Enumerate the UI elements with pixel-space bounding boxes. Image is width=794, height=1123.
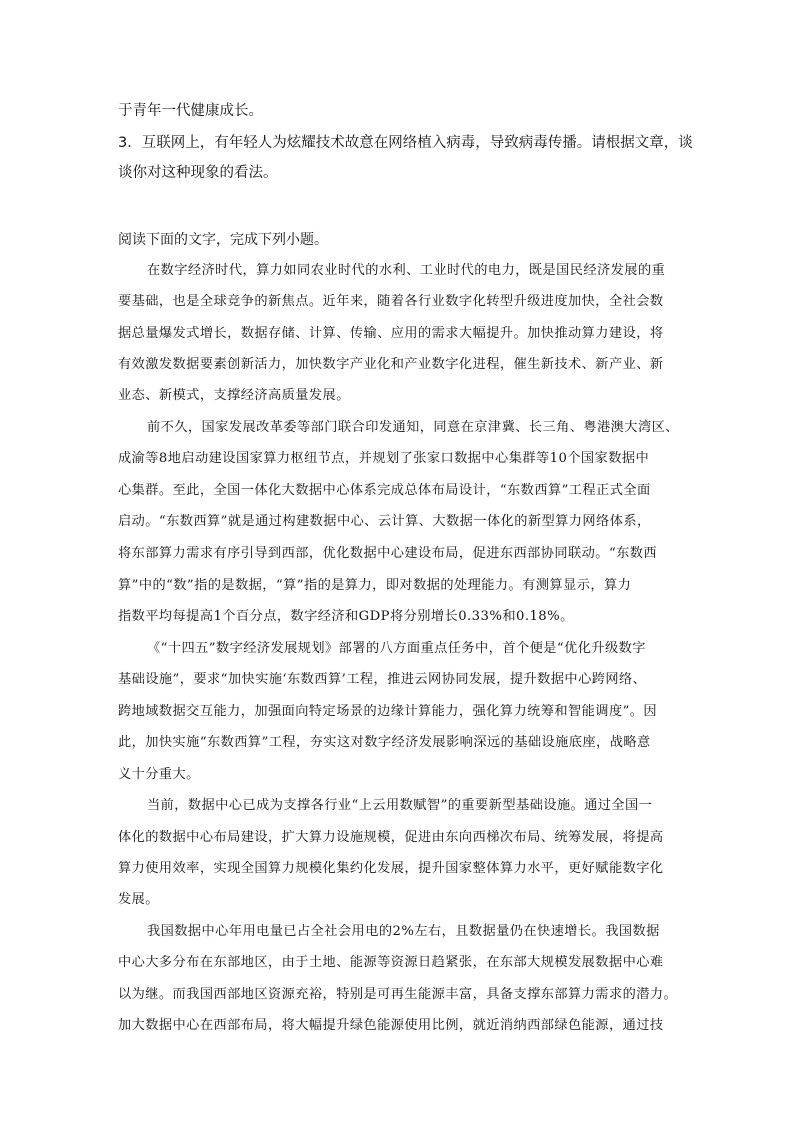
passage-line: 发展。 [118,892,159,907]
passage-line: 加大数据中心在西部布局，将大幅提升绿色能源使用比例，就近消纳西部绿色能源，通过技 [118,1018,664,1033]
passage-line: 要基础，也是全球竞争的新焦点。近年来，随着各行业数字化转型升级进度加快，全社会数 [118,294,664,309]
passage-line: 有效激发数据要素创新活力，加快数字产业化和产业数字化进程，催生新技术、新产业、新 [118,357,664,372]
passage-line: 在数字经济时代，算力如同农业时代的水利、工业时代的电力，既是国民经济发展的重 [147,263,666,278]
passage-line: 跨地域数据交互能力，加强面向特定场景的边缘计算能力，强化算力统筹和智能调度”。因 [118,704,658,719]
passage-line: 《“十四五”数字经济发展规划》部署的八方面重点任务中，首个便是“优化升级数字 [147,641,646,656]
passage-line: 当前，数据中心已成为支撑各行业“上云用数赋智”的重要新型基础设施。通过全国一 [147,798,653,813]
passage-line: 前不久，国家发展改革委等部门联合印发通知，同意在京津冀、长三角、粤港澳大湾区、 [147,420,679,435]
question-3-text-cont: 谈你对这种现象的看法。 [118,165,278,181]
passage-line: 此，加快实施“东数西算”工程，夯实这对数字经济发展影响深远的基础设施底座，战略意 [118,735,651,750]
question-text-line: 于青年一代健康成长。 [118,103,263,119]
passage-line: 义十分重大。 [118,767,200,782]
question-3-text: 3．互联网上，有年轻人为炫耀技术故意在网络植入病毒，导致病毒传播。请根据文章，谈 [118,135,693,151]
passage-line: 算力使用效率，实现全国算力规模化集约化发展，提升国家整体算力水平，更好赋能数字化 [118,861,664,876]
passage-line: 我国数据中心年用电量已占全社会用电的2%左右，且数据量仍在快速增长。我国数据 [147,924,660,939]
passage-line: 指数平均每提高1个百分点，数字经济和GDP将分别增长0.33%和0.18%。 [118,609,574,624]
passage-line: 体化的数据中心布局建设，扩大算力设施规模，促进由东向西梯次布局、统筹发展，将提高 [118,830,664,845]
passage-line: 心集群。至此，全国一体化大数据中心体系完成总体布局设计，“东数西算”工程正式全面 [118,483,651,498]
passage-line: 据总量爆发式增长，数据存储、计算、传输、应用的需求大幅提升。加快推动算力建设，将 [118,326,664,341]
passage-line: 以为继。而我国西部地区资源充裕，特别是可再生能源丰富，具备支撑东部算力需求的潜力。 [118,987,678,1002]
passage-line: 启动。“东数西算”就是通过构建数据中心、云计算、大数据一体化的新型算力网络体系， [118,514,651,529]
passage-line: 成渝等8地启动建设国家算力枢纽节点，并规划了张家口数据中心集群等10个国家数据中 [118,451,650,466]
passage-line: 业态、新模式，支撑经济高质量发展。 [118,388,350,403]
passage-line: 基础设施”，要求“加快实施‘东数西算’工程，推进云网协同发展，提升数据中心跨网络、 [118,672,647,687]
passage-line: 中心大多分布在东部地区，由于土地、能源等资源日趋紧张，在东部大规模发展数据中心难 [118,955,664,970]
reading-instructions: 阅读下面的文字，完成下列小题。 [118,232,328,248]
passage-line: 将东部算力需求有序引导到西部，优化数据中心建设布局，促进东西部协同联动。“东数西 [118,546,658,561]
passage-line: 算”中的“数”指的是数据，“算”指的是算力，即对数据的处理能力。有测算显示，算力 [118,578,632,593]
